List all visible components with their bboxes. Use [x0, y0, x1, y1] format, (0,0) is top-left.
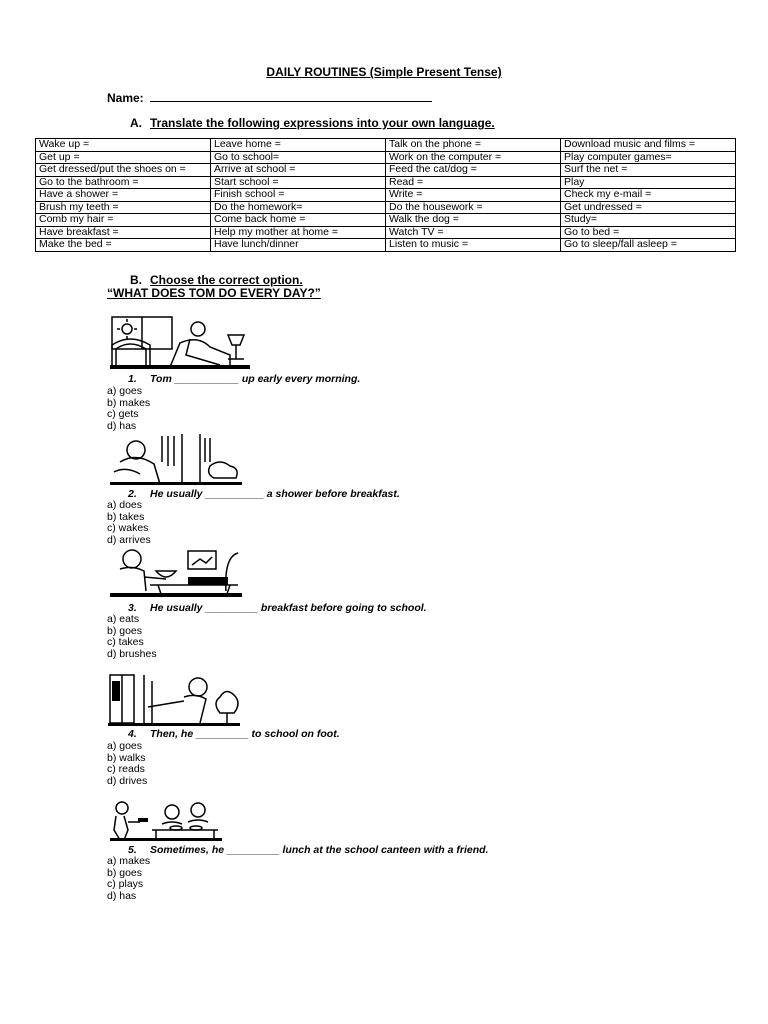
wake-up-illustration: [110, 315, 250, 370]
option-d[interactable]: d) has: [107, 420, 137, 433]
option-b[interactable]: b) takes: [107, 510, 145, 523]
table-row: [36, 201, 736, 214]
table-row: [36, 151, 736, 164]
translation-table: [35, 138, 736, 252]
question-4-options: [107, 741, 147, 788]
table-cell: Go to bed =: [561, 226, 736, 239]
table-cell: Go to school=: [211, 151, 386, 164]
table-cell: Get dressed/put the shoes on =: [36, 164, 211, 177]
shower-illustration: [110, 432, 242, 486]
table-cell: Start school =: [211, 176, 386, 189]
table-cell: Play computer games=: [561, 151, 736, 164]
table-cell: Have a shower =: [36, 189, 211, 202]
option-a[interactable]: a) does: [107, 499, 143, 511]
option-d[interactable]: d) arrives: [107, 534, 151, 547]
option-d[interactable]: d) brushes: [107, 648, 157, 661]
table-cell: Download music and films =: [561, 139, 736, 152]
table-cell: Go to sleep/fall asleep =: [561, 239, 736, 252]
page-title: DAILY ROUTINES (Simple Present Tense): [266, 65, 502, 79]
table-cell: Watch TV =: [386, 226, 561, 239]
question-3-options: [107, 614, 157, 661]
table-cell: Play: [561, 176, 736, 189]
table-row: [36, 214, 736, 227]
table-cell: Talk on the phone =: [386, 139, 561, 152]
section-a-instruction: Translate the following expressions into your own language.: [150, 116, 495, 130]
option-a[interactable]: a) goes: [107, 740, 143, 752]
table-cell: Arrive at school =: [211, 164, 386, 177]
table-cell: Surf the net =: [561, 164, 736, 177]
option-d[interactable]: d) has: [107, 890, 137, 903]
table-cell: Do the homework=: [211, 201, 386, 214]
question-text: Then, he _________ to school on foot.: [150, 728, 340, 740]
question-2-options: [107, 500, 151, 547]
table-row: [36, 226, 736, 239]
table-cell: Comb my hair =: [36, 214, 211, 227]
section-b-instruction: Choose the correct option.: [150, 273, 303, 287]
table-cell: Finish school =: [211, 189, 386, 202]
name-blank-line[interactable]: [150, 90, 432, 102]
section-b-heading: [130, 273, 303, 287]
table-cell: Get up =: [36, 151, 211, 164]
table-cell: Wake up =: [36, 139, 211, 152]
option-a[interactable]: a) eats: [107, 613, 140, 625]
question-4: [128, 728, 340, 740]
option-b[interactable]: b) makes: [107, 396, 151, 409]
section-b-label: B.: [130, 273, 142, 287]
question-number: 2.: [128, 488, 137, 500]
table-cell: Get undressed =: [561, 201, 736, 214]
question-1: [128, 373, 360, 385]
question-number: 3.: [128, 602, 137, 614]
question-5: [128, 844, 488, 856]
question-text: He usually _________ breakfast before going to school.: [150, 602, 427, 614]
option-b[interactable]: b) goes: [107, 866, 143, 879]
table-cell: Do the housework =: [386, 201, 561, 214]
question-text: He usually __________ a shower before breakfast.: [150, 488, 400, 500]
table-row: [36, 176, 736, 189]
option-c[interactable]: c) plays: [107, 878, 144, 891]
question-number: 1.: [128, 373, 137, 385]
table-cell: Listen to music =: [386, 239, 561, 252]
table-cell: Work on the computer =: [386, 151, 561, 164]
table-cell: Write =: [386, 189, 561, 202]
option-d[interactable]: d) drives: [107, 775, 148, 788]
walking-illustration: [108, 673, 240, 727]
question-3: [128, 602, 427, 614]
table-cell: Check my e-mail =: [561, 189, 736, 202]
option-b[interactable]: b) goes: [107, 624, 143, 637]
option-c[interactable]: c) takes: [107, 636, 144, 649]
table-cell: Have lunch/dinner: [211, 239, 386, 252]
table-cell: Leave home =: [211, 139, 386, 152]
question-number: 5.: [128, 844, 137, 856]
table-cell: Brush my teeth =: [36, 201, 211, 214]
option-a[interactable]: a) goes: [107, 385, 143, 397]
question-text: Sometimes, he _________ lunch at the school canteen with a friend.: [150, 844, 489, 856]
table-row: [36, 139, 736, 152]
option-c[interactable]: c) gets: [107, 408, 139, 421]
table-cell: Study=: [561, 214, 736, 227]
table-cell: Walk the dog =: [386, 214, 561, 227]
option-b[interactable]: b) walks: [107, 751, 146, 764]
section-a-label: A.: [130, 116, 142, 130]
table-cell: Feed the cat/dog =: [386, 164, 561, 177]
table-cell: Read =: [386, 176, 561, 189]
lunch-illustration: [110, 800, 222, 842]
table-cell: Make the bed =: [36, 239, 211, 252]
option-a[interactable]: a) makes: [107, 855, 151, 867]
name-field: [107, 90, 432, 105]
table-cell: Have breakfast =: [36, 226, 211, 239]
question-5-options: [107, 856, 150, 903]
table-row: [36, 164, 736, 177]
table-row: [36, 239, 736, 252]
question-2: [128, 488, 400, 500]
table-cell: Help my mother at home =: [211, 226, 386, 239]
question-number: 4.: [128, 728, 137, 740]
question-1-options: [107, 386, 150, 433]
table-cell: Come back home =: [211, 214, 386, 227]
name-label: Name:: [107, 91, 144, 105]
section-a-heading: [130, 116, 495, 130]
question-text: Tom ___________ up early every morning.: [150, 373, 361, 385]
option-c[interactable]: c) reads: [107, 763, 145, 776]
table-row: [36, 189, 736, 202]
breakfast-illustration: [110, 547, 242, 599]
table-cell: Go to the bathroom =: [36, 176, 211, 189]
option-c[interactable]: c) wakes: [107, 522, 149, 535]
section-b-subtitle: “WHAT DOES TOM DO EVERY DAY?”: [107, 286, 321, 300]
